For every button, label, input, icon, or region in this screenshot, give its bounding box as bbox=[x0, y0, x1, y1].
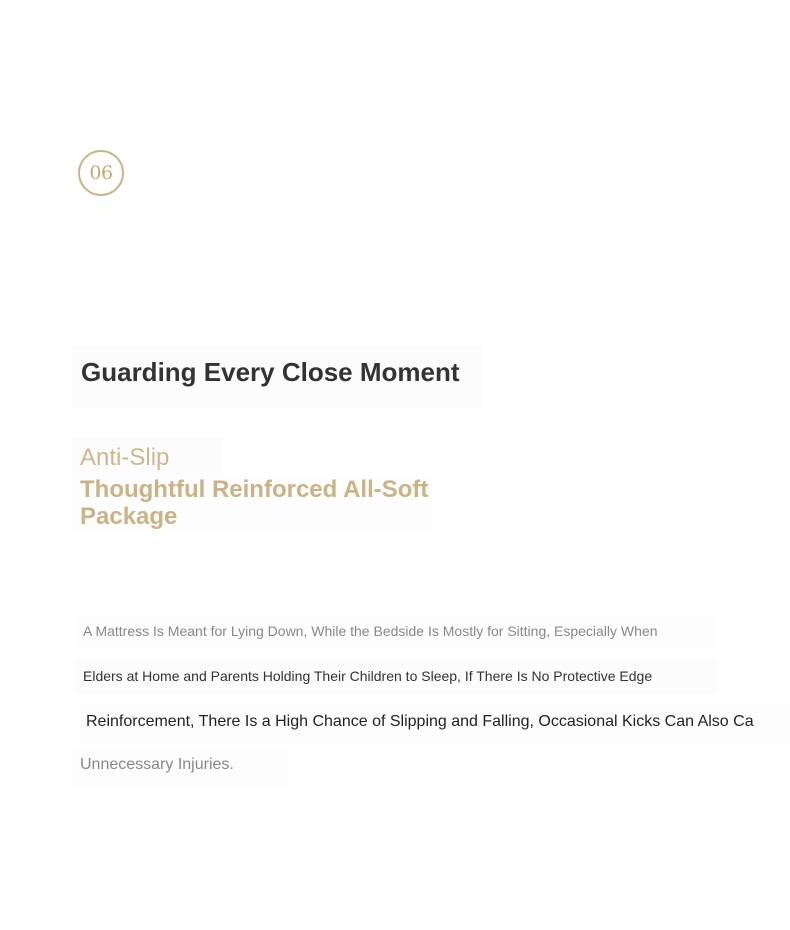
section-number-badge bbox=[78, 150, 124, 196]
page-heading: Guarding Every Close Moment bbox=[81, 357, 460, 387]
heading-container bbox=[72, 346, 482, 408]
description-line-2: Elders at Home and Parents Holding Their Children to Sleep, If There Is No Protective Edge bbox=[76, 660, 716, 694]
feature-tag-container bbox=[72, 438, 222, 476]
section-number: 06 bbox=[89, 161, 113, 184]
feature-tag: Anti-Slip bbox=[80, 444, 170, 471]
feature-subheading: Thoughtful Reinforced All-Soft Package bbox=[80, 476, 429, 530]
description-line-3: Reinforcement, There Is a High Chance of Slipping and Falling, Occasional Kicks Can Also Ca bbox=[80, 705, 790, 743]
description-line-1: A Mattress Is Meant for Lying Down, While the Bedside Is Mostly for Sitting, Especially When bbox=[76, 616, 716, 648]
subheading-container bbox=[72, 474, 432, 534]
description-line-4: Unnecessary Injuries. bbox=[72, 748, 287, 786]
